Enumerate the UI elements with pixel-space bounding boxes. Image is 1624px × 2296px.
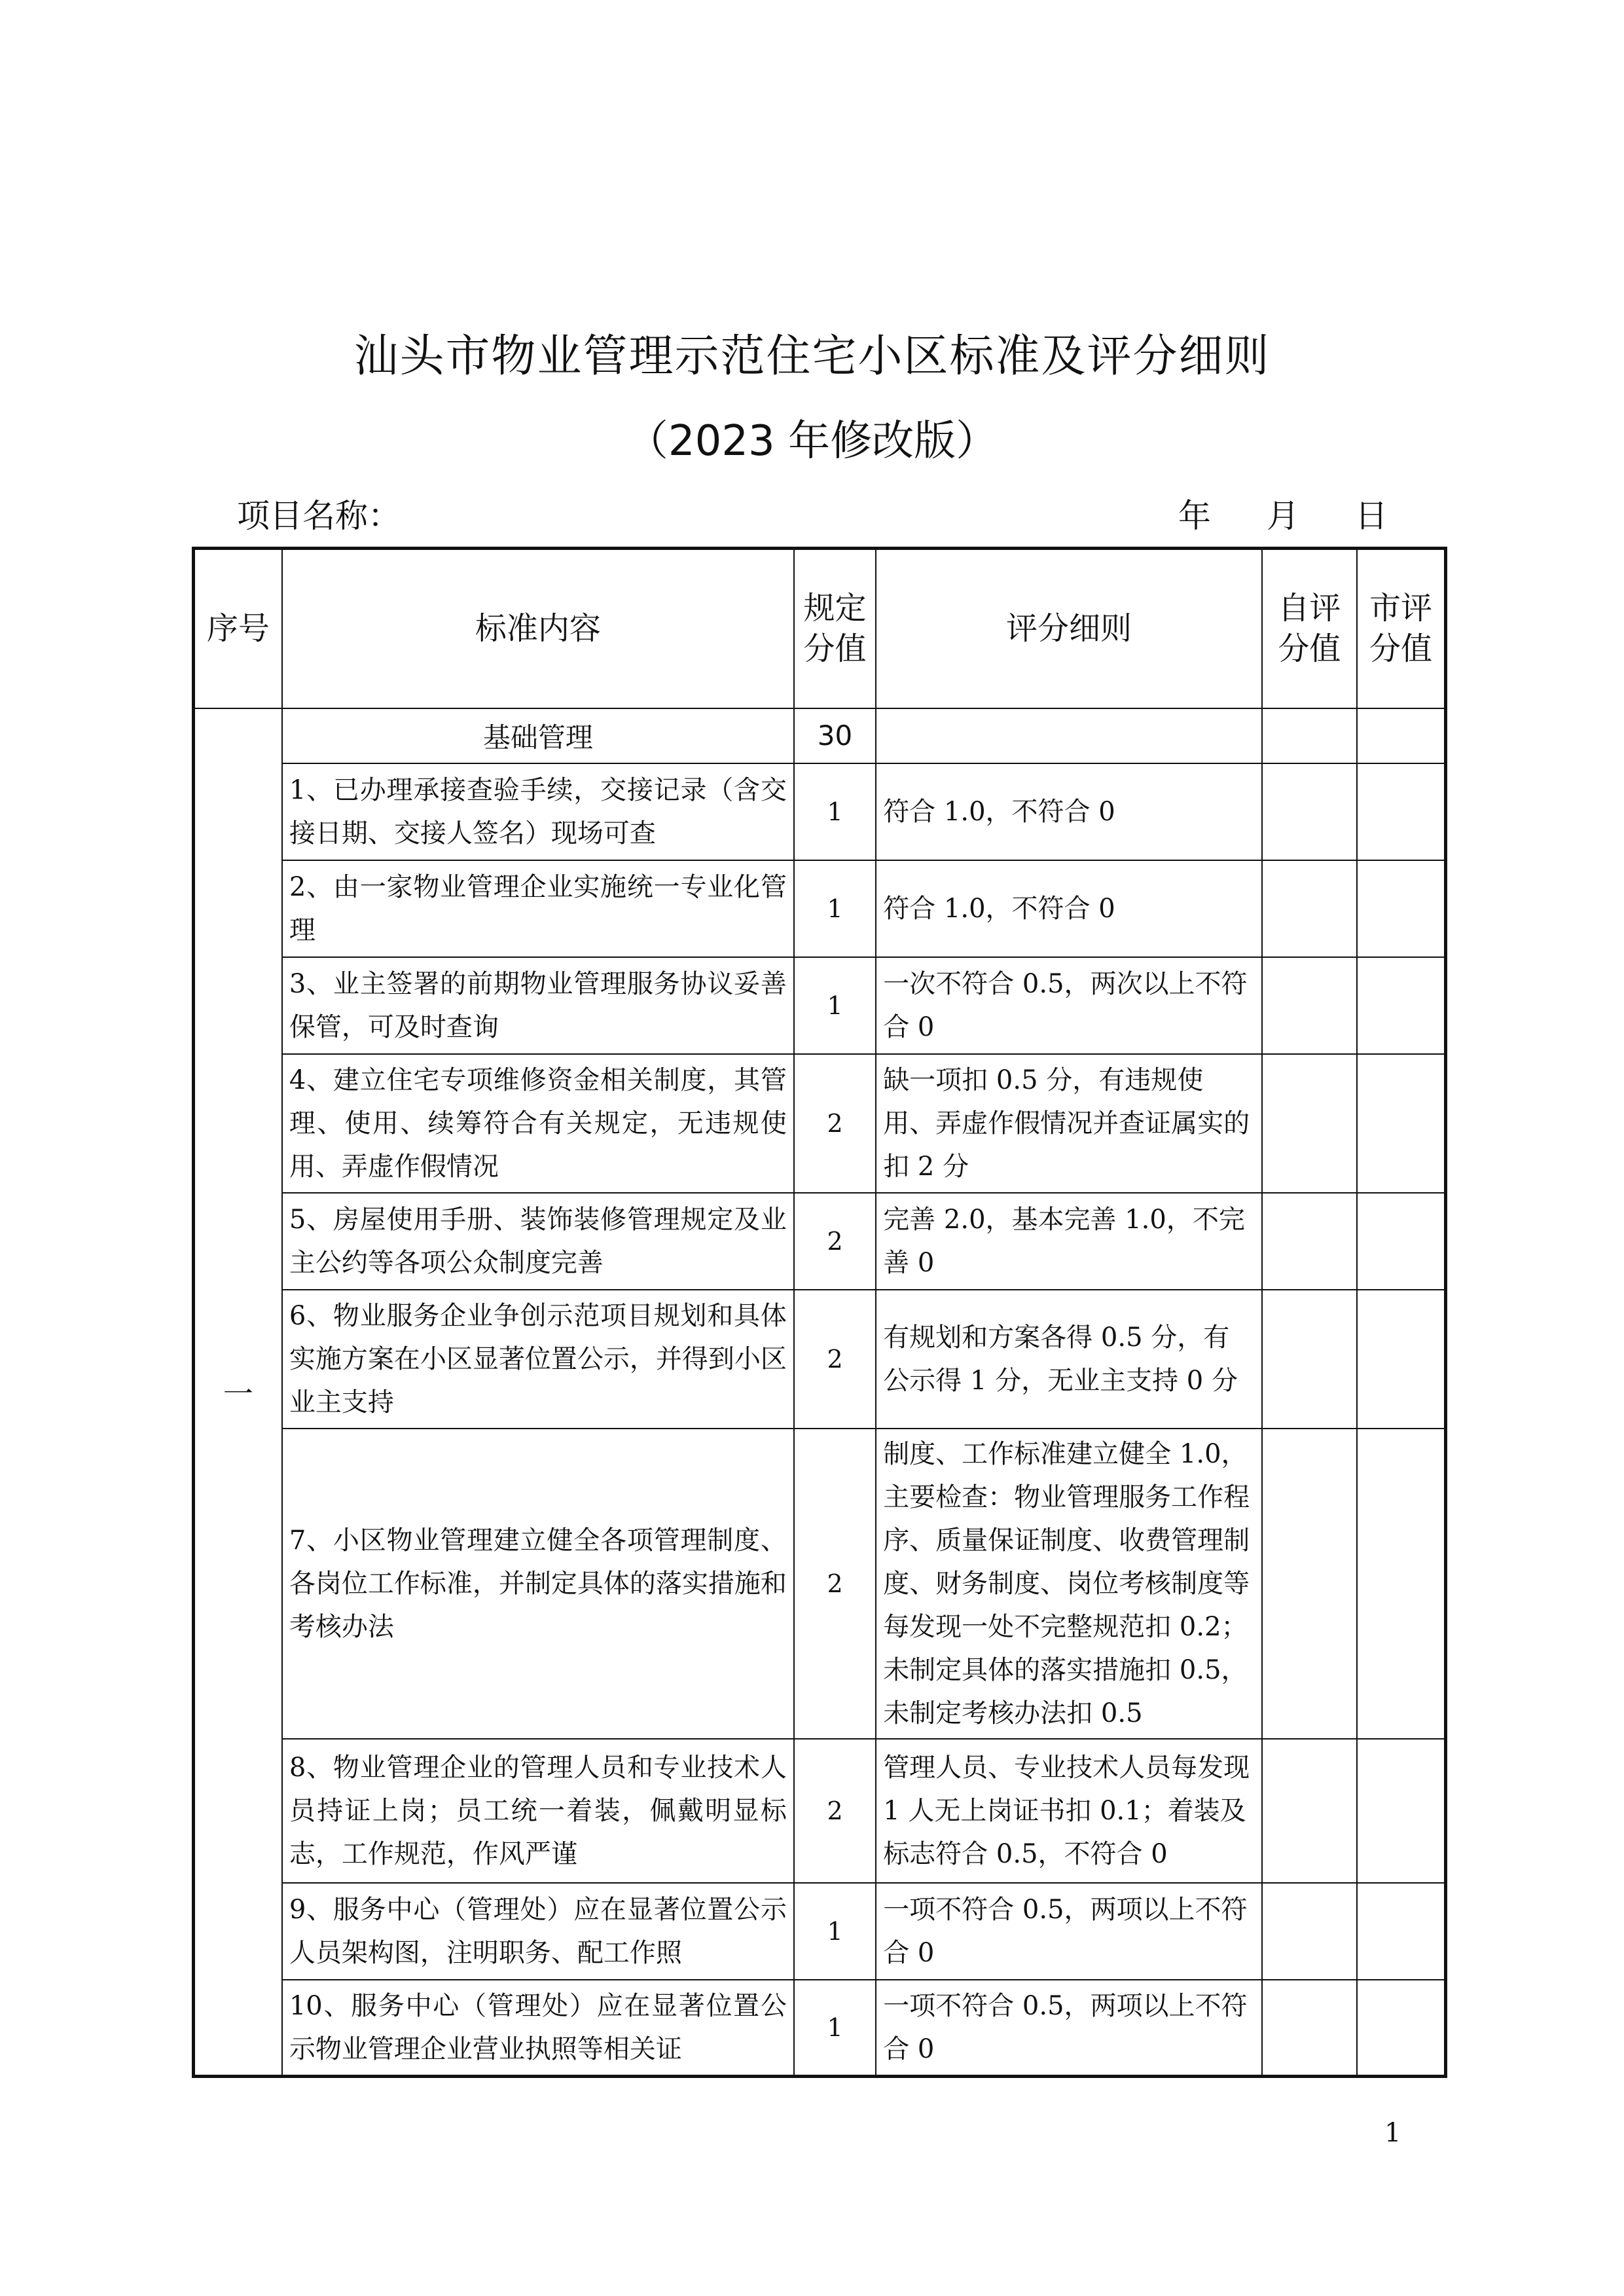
table-row — [194, 860, 1446, 957]
row-points: 2 — [794, 1739, 876, 1883]
date-line — [1178, 490, 1388, 537]
row-rules: 符合 1.0，不符合 0 — [876, 763, 1262, 860]
row-rules: 管理人员、专业技术人员每发现 1 人无上岗证书扣 0.1；着装及标志符合 0.5，不符合 0 — [876, 1739, 1262, 1883]
row-self-score — [1262, 1429, 1357, 1739]
row-self-score — [1262, 1290, 1357, 1429]
scoring-table — [192, 547, 1447, 2078]
row-points: 2 — [794, 1429, 876, 1739]
project-name-label: 项目名称： — [237, 497, 401, 535]
row-points: 1 — [794, 1883, 876, 1980]
table-row — [194, 1739, 1446, 1883]
row-self-score — [1262, 860, 1357, 957]
header-standard: 标准内容 — [282, 549, 794, 708]
row-rules: 有规划和方案各得 0.5 分，有公示得 1 分，无业主支持 0 分 — [876, 1290, 1262, 1429]
header-self-score: 自评分值 — [1262, 549, 1357, 708]
table-row — [194, 1883, 1446, 1980]
row-rules: 一次不符合 0.5，两次以上不符合 0 — [876, 957, 1262, 1054]
row-self-score — [1262, 1980, 1357, 2077]
row-standard: 5、房屋使用手册、装饰装修管理规定及业主公约等各项公众制度完善 — [282, 1193, 794, 1290]
row-standard: 9、服务中心（管理处）应在显著位置公示人员架构图，注明职务、配工作照 — [282, 1883, 794, 1980]
header-points: 规定分值 — [794, 549, 876, 708]
document-subtitle: （2023 年修改版） — [626, 417, 998, 465]
row-rules: 一项不符合 0.5，两项以上不符合 0 — [876, 1980, 1262, 2077]
row-standard: 6、物业服务企业争创示范项目规划和具体实施方案在小区显著位置公示，并得到小区业主支持 — [282, 1290, 794, 1429]
row-rules: 制度、工作标准建立健全 1.0，主要检查：物业管理服务工作程序、质量保证制度、收费管理制度、财务制度、岗位考核制度等每发现一处不完整规范扣 0.2；未制定具体的落实措施扣 0.5，未制定考核办法扣 0.5 — [876, 1429, 1262, 1739]
section-points: 30 — [794, 708, 876, 763]
section-serial: 一 — [194, 708, 282, 2077]
table-row — [194, 1290, 1446, 1429]
row-points: 1 — [794, 860, 876, 957]
row-self-score — [1262, 1193, 1357, 1290]
table-row — [194, 1980, 1446, 2077]
table-row — [194, 1193, 1446, 1290]
row-standard: 4、建立住宅专项维修资金相关制度，其管理、使用、续筹符合有关规定，无违规使用、弄虚作假情况 — [282, 1054, 794, 1193]
header-city-score: 市评分值 — [1357, 549, 1445, 708]
row-standard: 7、小区物业管理建立健全各项管理制度、各岗位工作标准，并制定具体的落实措施和考核办法 — [282, 1429, 794, 1739]
table-row — [194, 1429, 1446, 1739]
row-points: 2 — [794, 1054, 876, 1193]
row-points: 2 — [794, 1290, 876, 1429]
row-city-score — [1357, 763, 1445, 860]
row-standard: 8、物业管理企业的管理人员和专业技术人员持证上岗；员工统一着装，佩戴明显标志，工作规范，作风严谨 — [282, 1739, 794, 1883]
date-year: 年 — [1178, 497, 1211, 535]
row-city-score — [1357, 1883, 1445, 1980]
section-rules-cell — [876, 708, 1262, 763]
header-serial: 序号 — [194, 549, 282, 708]
row-points: 1 — [794, 957, 876, 1054]
table-row — [194, 957, 1446, 1054]
table-header-row — [194, 549, 1446, 708]
row-rules: 缺一项扣 0.5 分，有违规使用、弄虚作假情况并查证属实的扣 2 分 — [876, 1054, 1262, 1193]
page-number: 1 — [1384, 2118, 1401, 2148]
table-row — [194, 1054, 1446, 1193]
row-self-score — [1262, 1054, 1357, 1193]
row-self-score — [1262, 1739, 1357, 1883]
section-city-score-cell — [1357, 708, 1445, 763]
row-city-score — [1357, 1739, 1445, 1883]
row-city-score — [1357, 1193, 1445, 1290]
date-month: 月 — [1267, 497, 1299, 535]
row-rules: 符合 1.0，不符合 0 — [876, 860, 1262, 957]
row-city-score — [1357, 957, 1445, 1054]
row-points: 1 — [794, 1980, 876, 2077]
row-rules: 完善 2.0，基本完善 1.0，不完善 0 — [876, 1193, 1262, 1290]
row-points: 2 — [794, 1193, 876, 1290]
row-standard: 2、由一家物业管理企业实施统一专业化管理 — [282, 860, 794, 957]
section-self-score-cell — [1262, 708, 1357, 763]
row-city-score — [1357, 1429, 1445, 1739]
table-row — [194, 763, 1446, 860]
section-row — [194, 708, 1446, 763]
section-title: 基础管理 — [282, 708, 794, 763]
row-city-score — [1357, 1290, 1445, 1429]
row-city-score — [1357, 1980, 1445, 2077]
row-self-score — [1262, 763, 1357, 860]
row-self-score — [1262, 957, 1357, 1054]
row-rules: 一项不符合 0.5，两项以上不符合 0 — [876, 1883, 1262, 1980]
row-points: 1 — [794, 763, 876, 860]
row-standard: 10、服务中心（管理处）应在显著位置公示物业管理企业营业执照等相关证 — [282, 1980, 794, 2077]
document-title: 汕头市物业管理示范住宅小区标准及评分细则 — [353, 331, 1271, 382]
row-standard: 3、业主签署的前期物业管理服务协议妥善保管，可及时查询 — [282, 957, 794, 1054]
header-rules: 评分细则 — [876, 549, 1262, 708]
row-city-score — [1357, 1054, 1445, 1193]
date-day: 日 — [1355, 497, 1388, 535]
row-self-score — [1262, 1883, 1357, 1980]
row-standard: 1、已办理承接查验手续，交接记录（含交接日期、交接人签名）现场可查 — [282, 763, 794, 860]
row-city-score — [1357, 860, 1445, 957]
